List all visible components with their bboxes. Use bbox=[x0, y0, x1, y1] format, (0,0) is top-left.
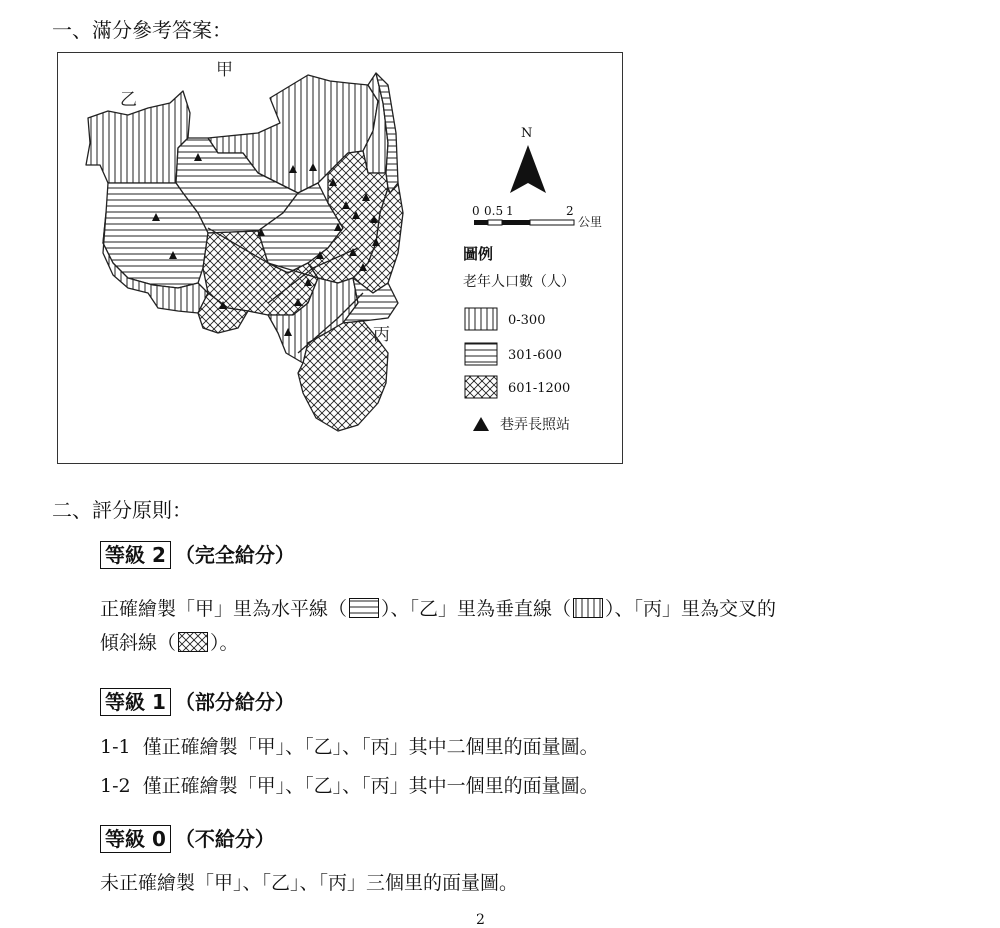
north-label: N bbox=[521, 126, 533, 141]
grade-1-heading bbox=[100, 686, 295, 716]
scale-unit: 公里 bbox=[578, 215, 603, 229]
section-1-title: 一、滿分參考答案： bbox=[52, 18, 232, 42]
grade-2-heading bbox=[100, 539, 295, 569]
label-bing: 丙 bbox=[373, 325, 390, 345]
grade-1-item-1: 1-1 僅正確繪製「甲」、「乙」、「丙」其中二個里的面量圖。 bbox=[100, 736, 599, 758]
grade-2-text-d: 傾斜線（ bbox=[100, 632, 177, 654]
scale-tick: 1 bbox=[506, 204, 514, 218]
legend-item: 601-1200 bbox=[508, 381, 571, 396]
grade-0-heading bbox=[100, 823, 275, 853]
legend-station: 巷弄長照站 bbox=[500, 417, 570, 433]
grade-2-text-a: 正確繪製「甲」里為水平線（ bbox=[100, 598, 348, 620]
label-jia: 甲 bbox=[216, 60, 233, 80]
horizontal-line-swatch-icon bbox=[349, 598, 379, 618]
grade-1-suffix: （部分給分） bbox=[174, 690, 295, 714]
map-legend bbox=[463, 245, 575, 433]
grade-0-box: 等級 0 bbox=[100, 825, 171, 853]
cross-hatch-swatch-icon bbox=[178, 632, 208, 652]
section-2-title: 二、評分原則： bbox=[52, 498, 192, 522]
district-yi bbox=[86, 91, 190, 183]
grade-2-suffix: （完全給分） bbox=[174, 543, 295, 567]
legend-item: 301-600 bbox=[508, 348, 563, 363]
grade-1-box: 等級 1 bbox=[100, 688, 171, 716]
scale-tick: 2 bbox=[566, 204, 574, 218]
grade-0-suffix: （不給分） bbox=[174, 827, 275, 851]
legend-station-icon bbox=[473, 417, 489, 431]
legend-swatch-horizontal bbox=[465, 343, 497, 365]
grade-2-text-b: ）、「乙」里為垂直線（ bbox=[381, 598, 572, 620]
grade-2-text-e: ）。 bbox=[210, 632, 239, 654]
grade-0-text: 未正確繪製「甲」、「乙」、「丙」三個里的面量圖。 bbox=[100, 872, 519, 894]
grade-2-text-c: ）、「丙」里為交叉的 bbox=[605, 598, 777, 620]
north-arrow-icon bbox=[510, 145, 546, 193]
grade-2-text bbox=[100, 592, 920, 660]
vertical-line-swatch-icon bbox=[573, 598, 603, 618]
scale-tick: 0 bbox=[472, 204, 480, 218]
grade-2-box: 等級 2 bbox=[100, 541, 171, 569]
page-number: 2 bbox=[476, 912, 485, 928]
scale-tick: 0.5 bbox=[484, 204, 504, 218]
legend-title: 圖例 bbox=[463, 245, 494, 263]
choropleth-map bbox=[57, 52, 623, 464]
scale-bar bbox=[472, 204, 602, 229]
label-yi: 乙 bbox=[120, 90, 137, 110]
legend-swatch-cross bbox=[465, 376, 497, 398]
legend-swatch-vertical bbox=[465, 308, 497, 330]
legend-subtitle: 老年人口數（人） bbox=[463, 274, 575, 290]
grade-1-item-2: 1-2 僅正確繪製「甲」、「乙」、「丙」其中一個里的面量圖。 bbox=[100, 775, 599, 797]
legend-item: 0-300 bbox=[508, 313, 546, 328]
